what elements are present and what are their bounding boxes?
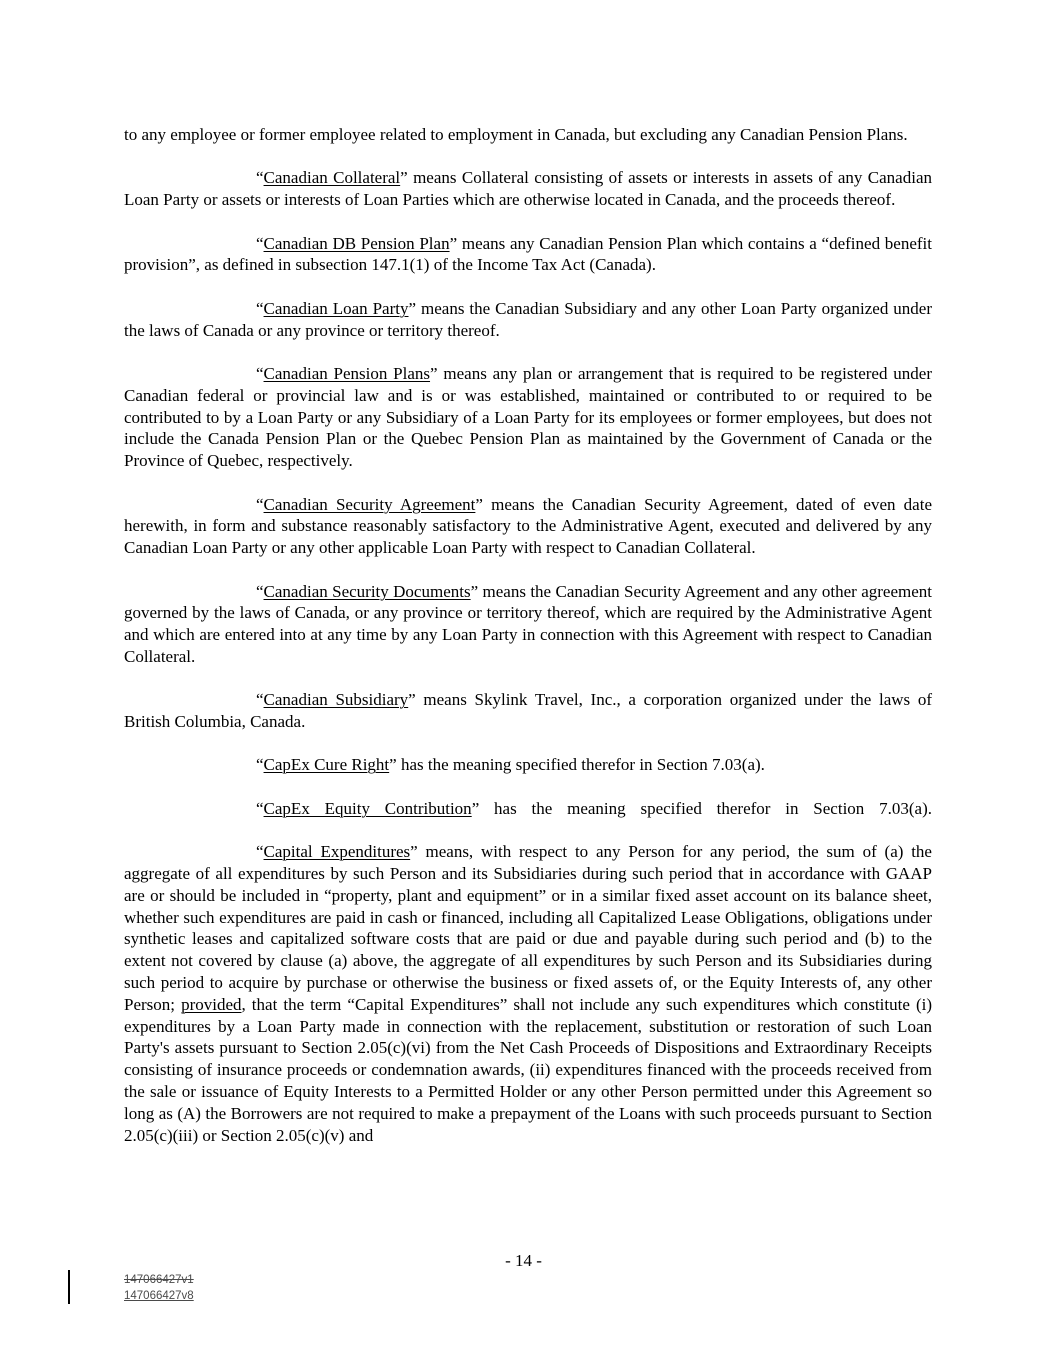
definition-canadian-subsidiary: “Canadian Subsidiary” means Skylink Travel, Inc., a corporation organized under the laws of British Columbia, Canada. (124, 690, 933, 732)
defined-term: Canadian Security Documents (263, 581, 471, 601)
document-id-inserted: 147066427v8 (124, 1290, 194, 1302)
defined-term: Canadian Collateral (263, 168, 401, 188)
proviso-term: provided (181, 994, 242, 1014)
definition-canadian-loan-party: “Canadian Loan Party” means the Canadian Subsidiary and any other Loan Party organized under the laws of Canada or any province or territory thereof. (124, 298, 933, 340)
page-number: - 14 - (505, 1251, 542, 1270)
definition-text: ” means the Canadian Security Agreement, dated of even date herewith, in form and substance reasonably satisfactory to the Administrative Agent, executed and delivered by any Canadian Loan Party or any other applicable Loan Party with respect to Canadian Collateral. (124, 494, 933, 558)
definition-canadian-collateral: “Canadian Collateral” means Collateral consisting of assets or interests in assets of any Canadian Loan Party or assets or interests of Loan Parties which are otherwise located in Canada, and the proceeds thereof. (124, 168, 932, 210)
definition-text: ” has the meaning specified therefor in Section 7.03(a). (389, 755, 765, 775)
definition-capital-expenditures: “Capital Expenditures” means, with respect to any Person for any period, the sum of (a) the aggregate of all expenditures by such Person and its Subsidiaries during such period that in accordance with GAAP are or should be included in “property, plant and equipment” or in a similar fixed asset account on its balance sheet, whether such expenditures are paid in cash or financed, including all Capitalized Lease Obligations, obligations under synthetic leases and capitalized software costs that are paid or due and payable during such period and (b) to the extent not covered by clause (a) above, the aggregate of all expenditures by such Person and its Subsidiaries during such period to acquire by purchase or otherwise the business or fixed assets of, or the Equity Interests of, any other Person; provided, that the term “Capital Expenditures” shall not include any such expenditures which constitute (i) expenditures by a Loan Party made in connection with the replacement, substitution or restoration of such Loan Party's assets pursuant to Section 2.05(c)(vi) from the Net Cash Proceeds of Dispositions and Extraordinary Receipts consisting of insurance proceeds or condemnation awards, (ii) expenditures financed with the proceeds received from the sale or issuance of Equity Interests to a Permitted Holder or any other Person permitted under this Agreement so long as (A) the Borrowers are not required to make a prepayment of the Loans with such proceeds pursuant to Section 2.05(c)(iii) or Section 2.05(c)(v) and (124, 842, 932, 1145)
defined-term: Capital Expenditures (263, 842, 411, 862)
continuation-text: to any employee or former employee related to employment in Canada, but excluding any Canadian Pension Plans. (124, 125, 908, 144)
defined-term: Canadian Loan Party (263, 298, 409, 318)
defined-term: CapEx Equity Contribution (263, 798, 472, 818)
definition-text: ” means, with respect to any Person for any period, the sum of (a) the aggregate of all expenditures by such Person and its Subsidiaries during such period that in accordance with GAAP are or should be included in “property, plant and equipment” or in a similar fixed asset account on its balance sheet, whether such expenditures are paid in cash or financed, including all Capitalized Lease Obligations, obligations under synthetic leases and capitalized software costs that are paid or due and payable during such period and (b) to the extent not covered by clause (a) above, the aggregate of all expenditures by such Person and its Subsidiaries during such period to acquire by purchase or otherwise the business or fixed assets of, or the Equity Interests of, any other Person; (124, 842, 932, 1014)
definition-capex-cure-right: “CapEx Cure Right” has the meaning specified therefor in Section 7.03(a). (256, 755, 765, 775)
definition-text: ” means any Canadian Pension Plan which contains a “defined benefit provision”, as defined in subsection 147.1(1) of the Income Tax Act (Canada). (124, 233, 932, 275)
definition-canadian-security-agreement: “Canadian Security Agreement” means the Canadian Security Agreement, dated of even date herewith, in form and substance reasonably satisfactory to the Administrative Agent, executed and delivered by any Canadian Loan Party or any other applicable Loan Party with respect to Canadian Collateral. (124, 494, 933, 558)
definition-capex-equity-contribution: “CapEx Equity Contribution” has the meaning specified therefor in Section 7.03(a). (256, 798, 932, 818)
definition-text: ” means any plan or arrangement that is required to be registered under Canadian federal or provincial law and is or was established, maintained or contributed to or required to be contributed to by a Loan Party or any Subsidiary of a Loan Party for its employees or former employees, but does not include the Canada Pension Plan or the Quebec Pension Plan as maintained by the Government of Canada or the Province of Quebec, respectively. (124, 363, 932, 471)
definition-text: ” means the Canadian Security Agreement and any other agreement governed by the laws of Canada, or any province or territory thereof, which are required by the Administrative Agent and which are entered into at any time by any Loan Party in connection with this Agreement with respect to Canadian Collateral. (124, 581, 932, 666)
defined-term: Canadian Pension Plans (263, 363, 431, 383)
definition-canadian-pension-plans: “Canadian Pension Plans” means any plan or arrangement that is required to be registered under Canadian federal or provincial law and is or was established, maintained or contributed to or required to be contributed to by a Loan Party or any Subsidiary of a Loan Party for its employees or former employees, but does not include the Canada Pension Plan or the Quebec Pension Plan as maintained by the Government of Canada or the Province of Quebec, respectively. (124, 363, 932, 471)
definition-text: ” means Skylink Travel, Inc., a corporation organized under the laws of British Columbia, Canada. (124, 690, 933, 732)
defined-term: CapEx Cure Right (263, 755, 390, 775)
definition-text: ” has the meaning specified therefor in Section 7.03(a). (471, 798, 932, 818)
continuation-paragraph (124, 124, 932, 146)
definition-canadian-db-pension-plan: “Canadian DB Pension Plan” means any Canadian Pension Plan which contains a “defined benefit provision”, as defined in subsection 147.1(1) of the Income Tax Act (Canada). (124, 233, 932, 275)
document-id-block (124, 1272, 194, 1304)
definition-text-continued: , that the term “Capital Expenditures” shall not include any such expenditures which constitute (i) expenditures by a Loan Party made in connection with the replacement, substitution or restoration of such Loan Party's assets pursuant to Section 2.05(c)(vi) from the Net Cash Proceeds of Dispositions and Extraordinary Receipts consisting of insurance proceeds or condemnation awards, (ii) expenditures financed with the proceeds received from the sale or issuance of Equity Interests to a Permitted Holder or any other Person permitted under this Agreement so long as (A) the Borrowers are not required to make a prepayment of the Loans with such proceeds pursuant to Section 2.05(c)(iii) or Section 2.05(c)(v) and (124, 994, 932, 1145)
document-id-deleted: 147066427v1 (124, 1274, 194, 1286)
definition-canadian-security-documents: “Canadian Security Documents” means the Canadian Security Agreement and any other agreement governed by the laws of Canada, or any province or territory thereof, which are required by the Administrative Agent and which are entered into at any time by any Loan Party in connection with this Agreement with respect to Canadian Collateral. (124, 581, 932, 666)
defined-term: Canadian Subsidiary (263, 690, 409, 710)
document-body (124, 124, 932, 1168)
defined-term: Canadian DB Pension Plan (263, 233, 450, 253)
definition-text: ” means Collateral consisting of assets or interests in assets of any Canadian Loan Party or assets or interests of Loan Parties which are otherwise located in Canada, and the proceeds thereof. (124, 168, 932, 210)
defined-term: Canadian Security Agreement (263, 494, 476, 514)
definition-text: ” means the Canadian Subsidiary and any other Loan Party organized under the laws of Canada or any province or territory thereof. (124, 298, 933, 340)
change-bar (68, 1270, 70, 1304)
